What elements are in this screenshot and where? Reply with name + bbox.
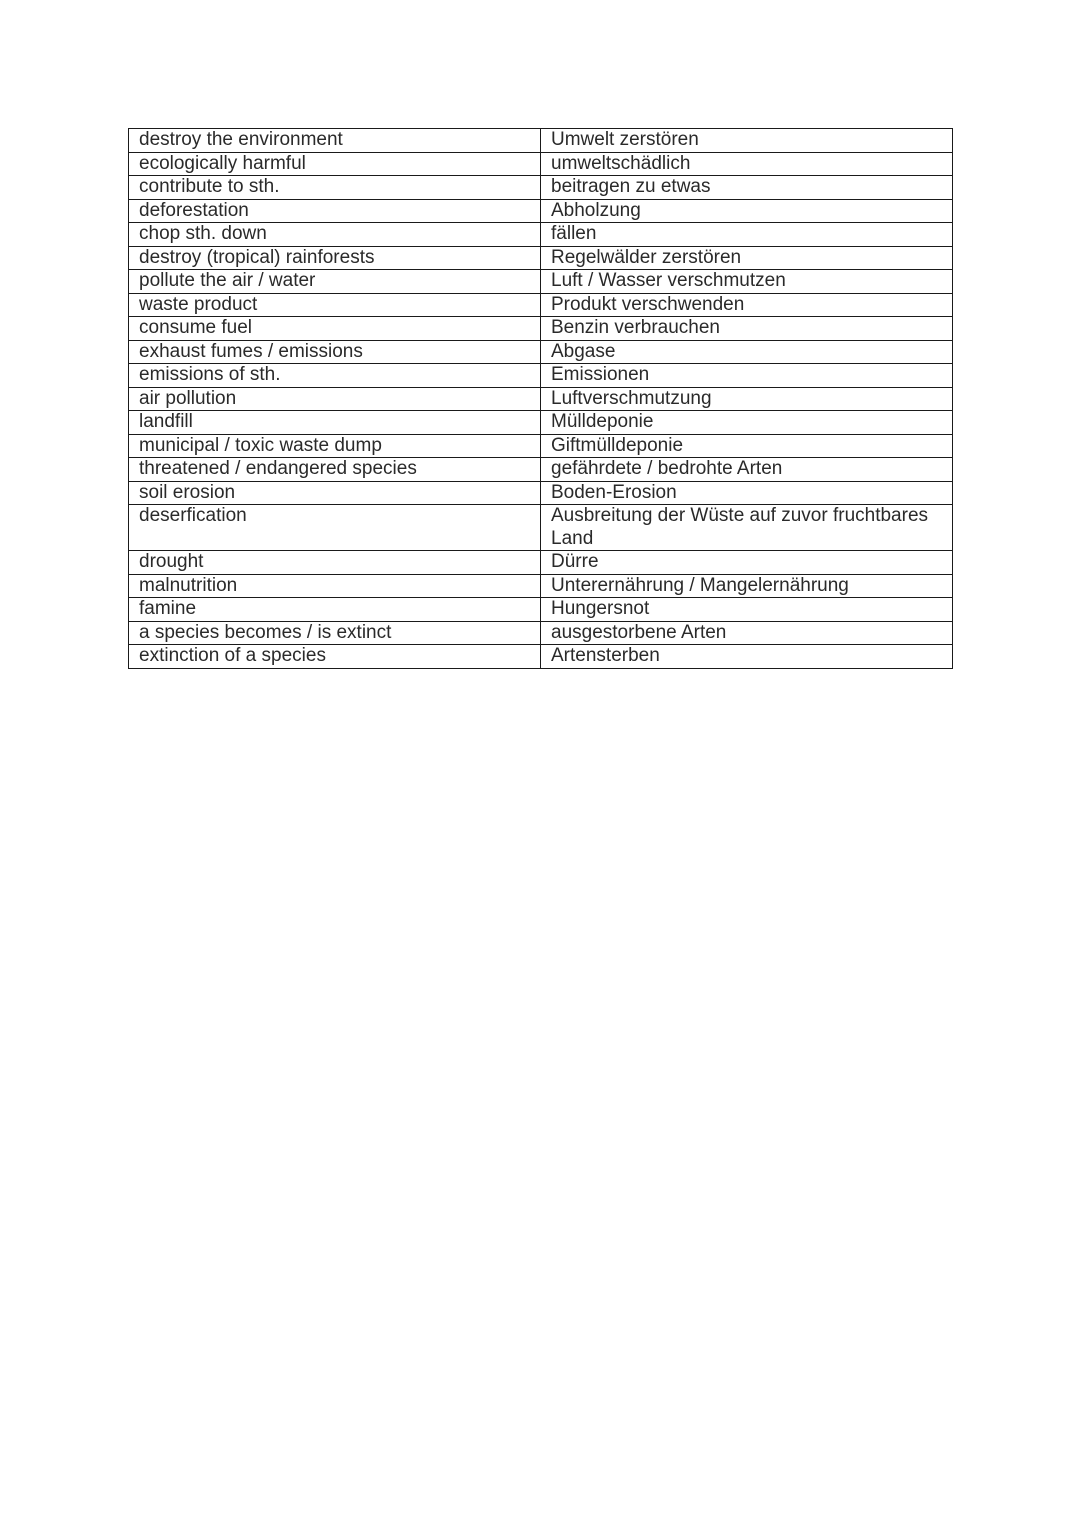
german-term: Ausbreitung der Wüste auf zuvor fruchtbares Land: [541, 505, 953, 551]
german-term: Hungersnot: [541, 598, 953, 622]
german-term: Benzin verbrauchen: [541, 317, 953, 341]
english-term: waste product: [129, 293, 541, 317]
table-row: [129, 129, 953, 153]
table-row: [129, 270, 953, 294]
vocabulary-table: [128, 128, 953, 669]
german-term: Luft / Wasser verschmutzen: [541, 270, 953, 294]
english-term: ecologically harmful: [129, 152, 541, 176]
english-term: emissions of sth.: [129, 364, 541, 388]
table-row: [129, 458, 953, 482]
table-row: [129, 645, 953, 669]
table-row: [129, 598, 953, 622]
table-row: [129, 434, 953, 458]
english-term: famine: [129, 598, 541, 622]
table-row: [129, 621, 953, 645]
english-term: drought: [129, 551, 541, 575]
vocabulary-table-body: [129, 129, 953, 669]
table-row: [129, 176, 953, 200]
english-term: threatened / endangered species: [129, 458, 541, 482]
english-term: consume fuel: [129, 317, 541, 341]
english-term: soil erosion: [129, 481, 541, 505]
german-term: beitragen zu etwas: [541, 176, 953, 200]
english-term: contribute to sth.: [129, 176, 541, 200]
english-term: destroy the environment: [129, 129, 541, 153]
table-row: [129, 246, 953, 270]
german-term: ausgestorbene Arten: [541, 621, 953, 645]
german-term: Luftverschmutzung: [541, 387, 953, 411]
table-row: [129, 340, 953, 364]
table-row: [129, 223, 953, 247]
table-row: [129, 293, 953, 317]
table-row: [129, 387, 953, 411]
german-term: Boden-Erosion: [541, 481, 953, 505]
english-term: malnutrition: [129, 574, 541, 598]
table-row: [129, 551, 953, 575]
german-term: umweltschädlich: [541, 152, 953, 176]
table-row: [129, 481, 953, 505]
german-term: fällen: [541, 223, 953, 247]
german-term: Abgase: [541, 340, 953, 364]
german-term: gefährdete / bedrohte Arten: [541, 458, 953, 482]
english-term: deforestation: [129, 199, 541, 223]
table-row: [129, 574, 953, 598]
table-row: [129, 317, 953, 341]
german-term: Mülldeponie: [541, 411, 953, 435]
english-term: pollute the air / water: [129, 270, 541, 294]
english-term: a species becomes / is extinct: [129, 621, 541, 645]
german-term: Abholzung: [541, 199, 953, 223]
english-term: exhaust fumes / emissions: [129, 340, 541, 364]
german-term: Produkt verschwenden: [541, 293, 953, 317]
english-term: deserfication: [129, 505, 541, 551]
german-term: Giftmülldeponie: [541, 434, 953, 458]
german-term: Artensterben: [541, 645, 953, 669]
english-term: municipal / toxic waste dump: [129, 434, 541, 458]
english-term: air pollution: [129, 387, 541, 411]
table-row: [129, 199, 953, 223]
table-row: [129, 411, 953, 435]
english-term: landfill: [129, 411, 541, 435]
english-term: chop sth. down: [129, 223, 541, 247]
german-term: Emissionen: [541, 364, 953, 388]
table-row: [129, 505, 953, 551]
english-term: destroy (tropical) rainforests: [129, 246, 541, 270]
german-term: Dürre: [541, 551, 953, 575]
english-term: extinction of a species: [129, 645, 541, 669]
table-row: [129, 152, 953, 176]
table-row: [129, 364, 953, 388]
german-term: Unterernährung / Mangelernährung: [541, 574, 953, 598]
german-term: Regelwälder zerstören: [541, 246, 953, 270]
german-term: Umwelt zerstören: [541, 129, 953, 153]
